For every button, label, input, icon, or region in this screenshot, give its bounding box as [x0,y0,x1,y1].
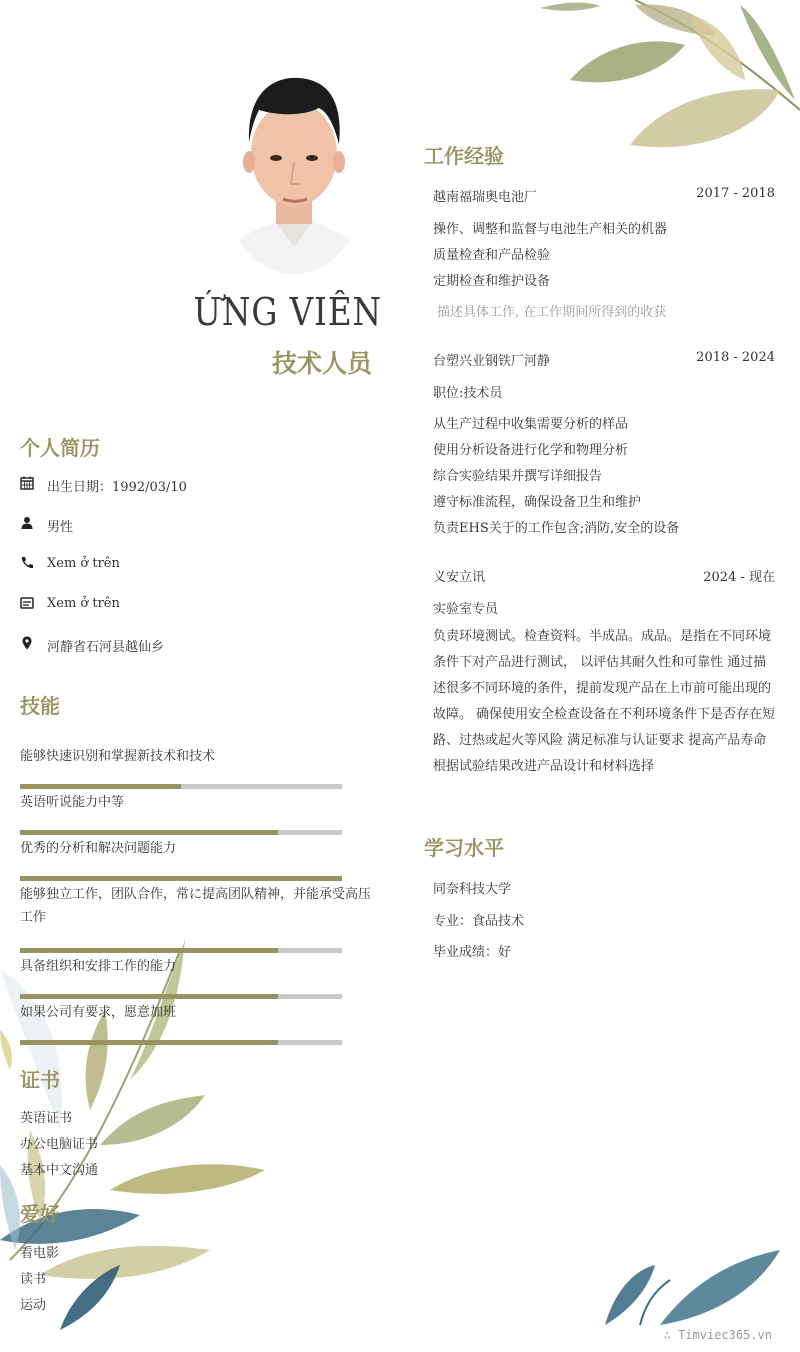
phone: Xem ở trên [47,556,120,571]
calendar-icon [20,476,36,492]
job-note: 描述具体工作, 在工作期间所得到的收获 [437,305,667,320]
address-row [20,636,380,658]
phone-icon [20,556,36,572]
skill-bar [20,876,342,881]
certificates-section-title: 证书 [20,1068,60,1092]
job-duty: 质量检查和产品检验 [433,248,551,263]
job-header [433,350,775,369]
leaf-decoration-bottom-right [600,1245,785,1330]
skill-bar-fill [20,948,278,953]
job-header [433,566,775,585]
job-duty: 负责EHS关于的工作包含;消防,安全的设备 [433,521,680,536]
leaf-decoration-top-right [540,0,800,160]
candidate-name: ỨNG VIÊN [193,290,382,334]
job-date: 2017 - 2018 [696,186,775,201]
skill-bar [20,1040,342,1045]
watermark: ∴ Timviec365.vn [663,1328,772,1342]
certificate-item: 办公电脑证书 [20,1137,99,1152]
gender-row [20,516,380,538]
job-duty: 定期检查和维护设备 [433,274,551,289]
skill-bar [20,994,342,999]
profile-section-title: 个人简历 [20,436,100,460]
job-duty: 综合实验结果并撰写详细报告 [433,469,603,484]
birth-date: 出生日期：1992/03/10 [47,480,187,495]
education-section-title: 学习水平 [424,836,504,860]
skill-label: 如果公司有要求，愿意加班 [20,1005,177,1020]
job-duty: 从生产过程中收集需要分析的样品 [433,417,629,432]
location-pin-icon [20,636,36,652]
skill-label: 优秀的分析和解决问题能力 [20,841,177,856]
skill-label: 能够快速识别和掌握新技术和技术 [20,749,216,764]
job-role: 职位:技术员 [433,386,503,401]
skill-bar [20,948,342,953]
job-duty: 遵守标准流程，确保设备卫生和维护 [433,495,642,510]
job-duty: 使用分析设备进行化学和物理分析 [433,443,629,458]
user-icon [20,516,36,532]
skill-bar [20,784,342,789]
job-date: 2024 - 现在 [703,570,775,585]
skill-label: 具备组织和安排工作的能力 [20,959,177,974]
skill-bar-fill [20,994,278,999]
major: 专业：食品技术 [433,914,525,929]
job-company: 义安立讯 [433,570,486,585]
job-role: 实验室专员 [433,602,499,617]
job-date: 2018 - 2024 [696,350,775,365]
job-company: 台塑兴业钢铁厂河静 [433,354,551,369]
skill-bar-fill [20,784,181,789]
email: Xem ở trên [47,596,120,611]
job-header [433,186,775,205]
skill-bar-fill [20,830,278,835]
birth-row [20,476,380,498]
skill-bar [20,830,342,835]
graduation-grade: 毕业成绩：好 [433,945,512,960]
gender: 男性 [47,520,74,535]
hobby-item: 运动 [20,1298,47,1313]
skill-bar-fill [20,1040,278,1045]
job-duty: 操作、调整和监督与电池生产相关的机器 [433,222,668,237]
school-name: 同奈科技大学 [433,882,512,897]
email-row [20,596,380,618]
experience-section-title: 工作经验 [424,144,504,168]
address: 河静省石河县越仙乡 [47,640,165,655]
hobby-item: 读书 [20,1272,47,1287]
skill-label: 英语听说能力中等 [20,795,125,810]
phone-row [20,556,380,578]
skills-section-title: 技能 [20,694,60,718]
hobbies-section-title: 爱好 [20,1202,60,1226]
email-icon [20,596,36,612]
job-position: 技术人员 [271,349,372,378]
avatar [219,72,369,274]
job-company: 越南福瑞奥电池厂 [433,190,538,205]
hobby-item: 看电影 [20,1246,60,1261]
skill-bar-fill [20,876,342,881]
job-description: 负责环境测试。检查资料。半成品。成品。是指在不同环境条件下对产品进行测试， 以评估其耐久性和可靠性 通过描述很多不同环境的条件，提前发现产品在上市前可能出现的故障。 确保使用安全检查设备在不利环境条件下是否存在短路、过热或起火等风险 满足标准与认证要求 提高产品寿命 根据试验结果改进产品设计和材料选择 [433,629,776,774]
certificate-item: 基本中文沟通 [20,1163,99,1178]
certificate-item: 英语证书 [20,1111,73,1126]
skill-label: 能够独立工作，团队合作，常に提高团队精神，并能承受高压工作 [20,887,372,925]
